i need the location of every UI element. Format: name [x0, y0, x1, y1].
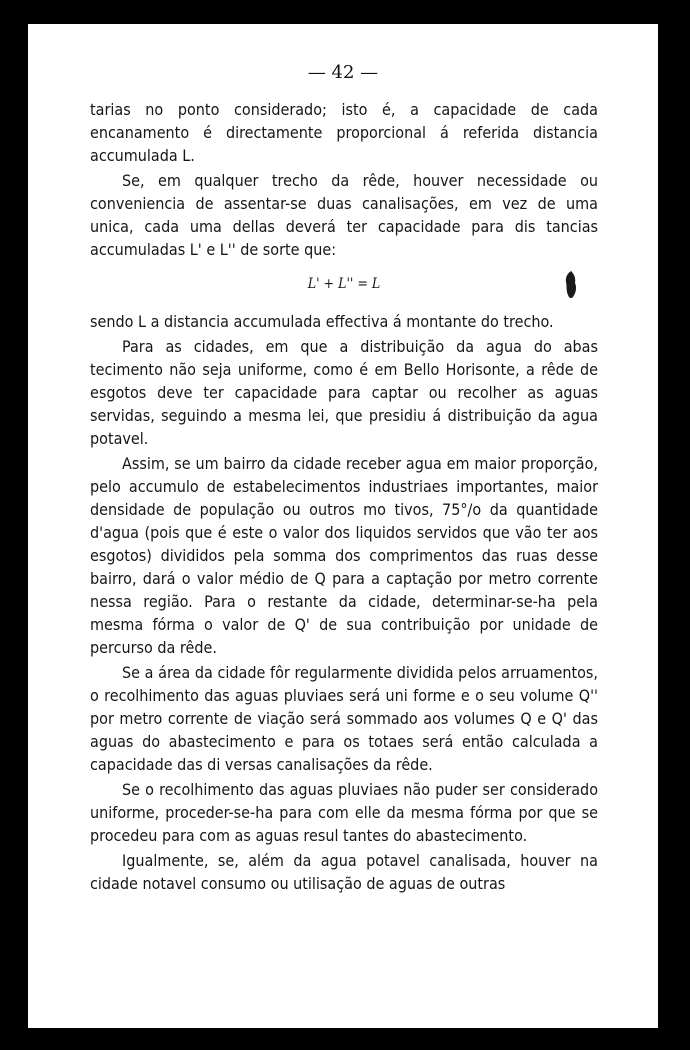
text-line: Se o recolhimento das aguas pluviaes não puder ser: [122, 780, 505, 799]
text-line: proporção, pelo accumulo de estabelecimentos industriaes: [90, 454, 598, 496]
text-line: accumulada L.: [90, 146, 195, 165]
text-line: tancias accumuladas L' e L'' de sorte que:: [90, 217, 599, 259]
text-line: distribuição da agua potavel.: [90, 406, 598, 448]
text-line: Assim, se um bairro da cidade receber agua em maior: [122, 454, 516, 473]
text-line: de percurso da rêde.: [90, 615, 598, 657]
text-line: liquidos servidos que vão ter aos esgotos) divididos pela: [90, 523, 598, 565]
text-line: tarias no ponto considerado; isto é, a capacidade de cada: [90, 100, 598, 119]
page-number: — 42 —: [307, 62, 379, 83]
text-line: Se, em qualquer trecho da rêde, houver necessidade ou: [122, 171, 598, 190]
text-line: conveniencia de assentar-se duas canalisações, em vez de: [90, 194, 556, 213]
body-text: [90, 98, 598, 895]
text-line: e para os totaes será então calculada a capacidade das di: [90, 732, 598, 774]
text-line: Igualmente, se, além da agua potavel canalisada, houver: [122, 851, 571, 870]
paragraph-7: [90, 778, 598, 847]
book-page: [28, 24, 658, 1028]
text-line: mesma fórma o valor de Q' de sua contribuição por unidade: [90, 615, 571, 634]
text-line: tivos, 75°/o da quantidade d'agua (pois que é este o valor dos: [90, 500, 599, 542]
text-line: forme e o seu volume Q'' por metro corrente de viação será: [90, 686, 598, 728]
paragraph-8: [90, 849, 598, 895]
text-line: versas canalisações da rêde.: [224, 755, 433, 774]
text-line: considerado uniforme, proceder-se-ha para com elle da: [90, 780, 598, 822]
text-line: somma dos comprimentos das ruas desse bairro, dará o: [90, 546, 598, 588]
paragraph-4: [90, 335, 598, 450]
text-line: tecimento não seja uniforme, como é em Bello Horisonte, a: [90, 360, 535, 379]
paragraph-3: [90, 310, 598, 333]
text-line: sommado aos volumes Q e Q' das aguas do abastecimento: [90, 709, 599, 751]
text-line: uma unica, cada uma dellas deverá ter capacidade para dis: [90, 194, 598, 236]
text-line: região. Para o restante da cidade, determinar-se-ha pela: [143, 592, 598, 611]
text-line: Se a área da cidade fôr regularmente dividida pelos: [122, 663, 497, 682]
text-line: na cidade notavel consumo ou utilisação de aguas de outras: [90, 851, 598, 893]
text-line: importantes, maior densidade de população ou outros mo: [90, 477, 599, 519]
formula: L' + L'' = L: [307, 276, 381, 292]
text-line: mesma fórma por que se procedeu para com as aguas resul: [90, 803, 598, 845]
ink-blot: [564, 270, 578, 300]
text-line: arruamentos, o recolhimento das aguas pluviaes será uni: [90, 663, 598, 705]
paragraph-6: [90, 661, 598, 776]
text-line: as aguas servidas, seguindo a mesma lei, que presidiu á: [90, 383, 599, 425]
paragraph-1: [90, 98, 598, 167]
text-line: sendo L a distancia accumulada effectiva á montante do: [90, 312, 499, 331]
paragraph-5: [90, 452, 598, 659]
text-line: tantes do abastecimento.: [343, 826, 528, 845]
text-line: trecho.: [503, 312, 554, 331]
text-line: valor médio de Q para a captação por metro corrente nessa: [90, 569, 599, 611]
text-line: rêde de esgotos deve ter capacidade para captar ou recolher: [90, 360, 598, 402]
paragraph-2: [90, 169, 598, 261]
text-line: encanamento é directamente proporcional á referida distancia: [90, 123, 598, 142]
text-line: Para as cidades, em que a distribuição da agua do abas: [122, 337, 598, 356]
